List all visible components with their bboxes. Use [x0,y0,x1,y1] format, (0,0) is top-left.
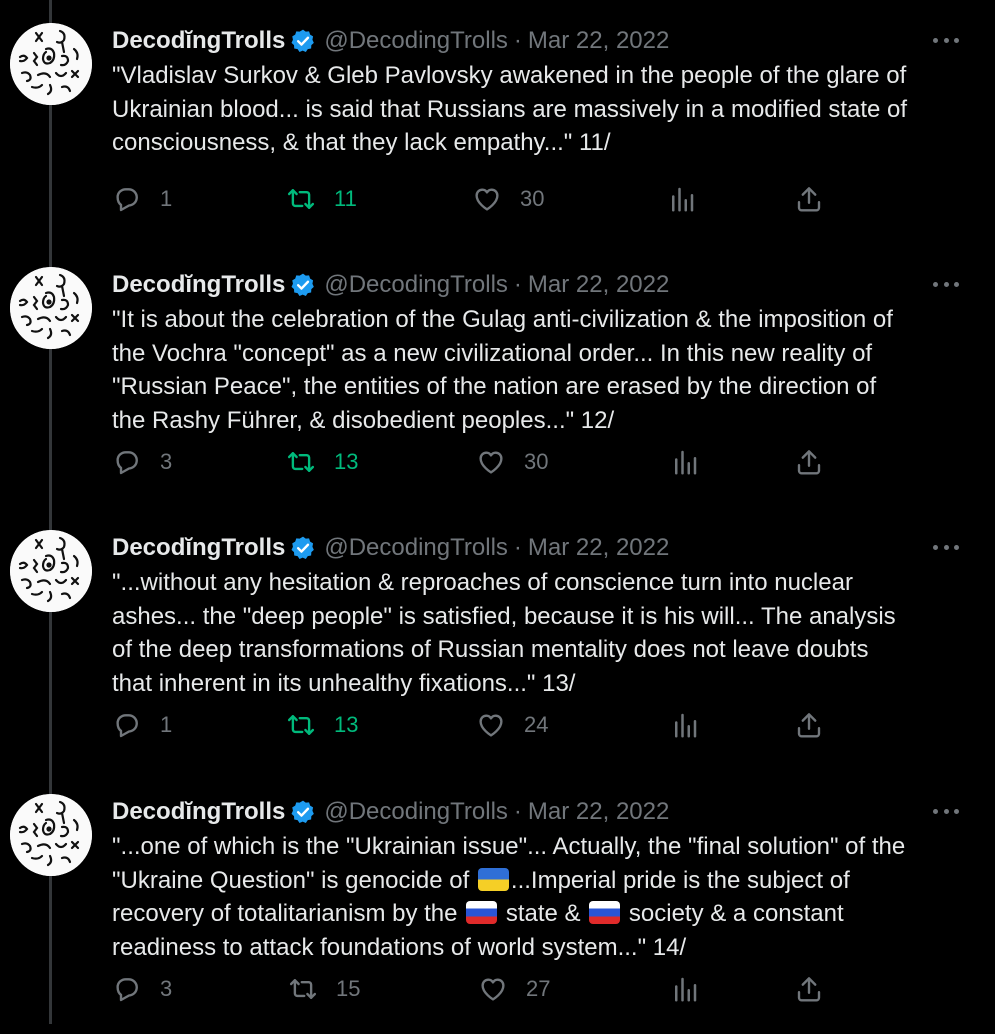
tweet-text-line: "Russian Peace", the entities of the nation are erased by the direction of [112,373,877,400]
more-icon[interactable] [933,801,959,821]
tweet-text-segment: recovery of totalitarianism by the [112,900,458,927]
russia-flag-icon [589,901,620,924]
tweet-text-segment: state & [505,900,581,927]
views-button[interactable] [670,708,700,742]
views-icon [670,447,700,477]
views-icon [670,710,700,740]
views-button[interactable] [670,445,700,479]
tweet-text-line: consciousness, & that they lack empathy..." 11/ [112,129,611,156]
views-icon [670,974,700,1004]
reply-button[interactable] [112,972,172,1006]
separator-dot: · [513,534,522,561]
tweet-text-segment: society & a constant [628,900,844,927]
more-icon[interactable] [933,537,959,557]
avatar[interactable] [10,794,92,876]
share-button[interactable] [794,182,824,216]
reply-icon [112,447,142,477]
tweet-header [112,533,965,563]
share-button[interactable] [794,445,824,479]
reply-button[interactable] [112,182,172,216]
retweet-button[interactable] [288,972,360,1006]
tweet-actions [112,182,852,216]
tweet-text [112,830,982,964]
tweet-text-segment: "Ukraine Question" is genocide of [112,866,470,894]
retweet-button[interactable] [286,445,358,479]
avatar[interactable] [10,267,92,349]
like-button[interactable] [478,972,550,1006]
tweet-text [112,59,982,160]
tweet-text-segment: ...Imperial pride is the subject of [510,866,850,894]
retweet-button[interactable] [286,182,357,216]
author-handle[interactable]: @DecodingTrolls [324,798,508,825]
tweet-header [112,270,965,300]
like-button[interactable] [472,182,544,216]
share-icon [794,184,824,214]
share-icon [794,447,824,477]
author-name[interactable]: DecodĭngTrolls [112,798,286,825]
tweet-text-line: that inherent in its unhealthy fixations..." 13/ [112,669,576,697]
verified-badge-icon [290,799,316,825]
tweet-text-line: readiness to attack foundations of world system..." 14/ [112,933,687,961]
tweet-date[interactable]: Mar 22, 2022 [527,271,670,298]
tweet-date[interactable]: Mar 22, 2022 [527,534,670,561]
author-name[interactable]: DecodĭngTrolls [112,27,286,54]
tweet[interactable] [0,507,995,770]
retweet-button[interactable] [286,708,358,742]
more-icon[interactable] [933,274,959,294]
retweet-count: 15 [336,976,361,1001]
more-icon[interactable] [933,30,959,50]
tweet-text-line: Ukrainian blood... is said that Russians are massively in a modified state of [112,95,908,123]
avatar[interactable] [10,23,92,105]
separator-dot: · [513,798,522,825]
tweet-actions [112,445,852,479]
tweet-actions [112,708,852,742]
retweet-icon [286,184,316,214]
tweet[interactable] [0,0,995,263]
like-count: 24 [524,712,549,737]
tweet-text-line: "...one of which is the "Ukrainian issue"... Actually, the "final solution" of the [112,833,906,860]
ukraine-flag-icon [478,868,509,891]
retweet-count: 11 [334,186,357,211]
heart-icon [476,710,506,740]
tweet-header [112,797,965,827]
share-icon [794,974,824,1004]
verified-badge-icon [290,28,316,54]
separator-dot: · [513,27,522,54]
retweet-icon [286,447,316,477]
like-count: 30 [524,449,549,474]
share-icon [794,710,824,740]
views-icon [667,184,697,214]
tweet[interactable] [0,771,995,1034]
russia-flag-icon [466,901,497,924]
avatar[interactable] [10,530,92,612]
tweet-date[interactable]: Mar 22, 2022 [527,798,670,825]
reply-icon [112,184,142,214]
tweet-text [112,303,982,437]
heart-icon [472,184,502,214]
author-handle[interactable]: @DecodingTrolls [324,534,508,561]
tweet-text-line: "It is about the celebration of the Gulag anti-civilization & the imposition of [112,306,893,333]
views-button[interactable] [670,972,700,1006]
tweet-text-line [112,864,982,898]
verified-badge-icon [290,535,316,561]
heart-icon [478,974,508,1004]
like-count: 27 [526,976,551,1001]
tweet-text-line: the Rashy Führer, & disobedient peoples..." 12/ [112,406,615,434]
author-handle[interactable]: @DecodingTrolls [324,27,508,54]
like-button[interactable] [476,708,548,742]
reply-icon [112,974,142,1004]
retweet-icon [288,974,318,1004]
separator-dot: · [513,271,522,298]
tweet-header [112,26,965,56]
tweet-date[interactable]: Mar 22, 2022 [527,27,670,54]
tweet-actions [112,972,852,1006]
tweet-text-line: "...without any hesitation & reproaches of conscience turn into nuclear [112,569,853,596]
retweet-count: 13 [334,449,359,474]
tweet[interactable] [0,244,995,507]
reply-icon [112,710,142,740]
author-name[interactable]: DecodĭngTrolls [112,534,286,561]
author-name[interactable]: DecodĭngTrolls [112,271,286,298]
reply-count: 3 [160,976,173,1001]
verified-badge-icon [290,272,316,298]
retweet-count: 13 [334,712,359,737]
author-handle[interactable]: @DecodingTrolls [324,271,508,298]
tweet-text-line [112,897,982,931]
retweet-icon [286,710,316,740]
tweet-text-line: of the deep transformations of Russian mentality does not leave doubts [112,636,869,663]
tweet-text-line: the Vochra "concept" as a new civilizational order... In this new reality of [112,339,873,367]
share-button[interactable] [794,708,824,742]
heart-icon [476,447,506,477]
like-count: 30 [520,186,545,211]
reply-count: 1 [160,186,173,211]
reply-button[interactable] [112,708,172,742]
tweet-text-line: ashes... the "deep people" is satisfied, because it is his will... The analysis [112,602,896,630]
reply-count: 3 [160,449,173,474]
tweet-text-line: "Vladislav Surkov & Gleb Pavlovsky awakened in the people of the glare of [112,62,907,89]
like-button[interactable] [476,445,548,479]
share-button[interactable] [794,972,824,1006]
reply-button[interactable] [112,445,172,479]
views-button[interactable] [667,182,697,216]
reply-count: 1 [160,712,173,737]
tweet-text [112,566,982,700]
